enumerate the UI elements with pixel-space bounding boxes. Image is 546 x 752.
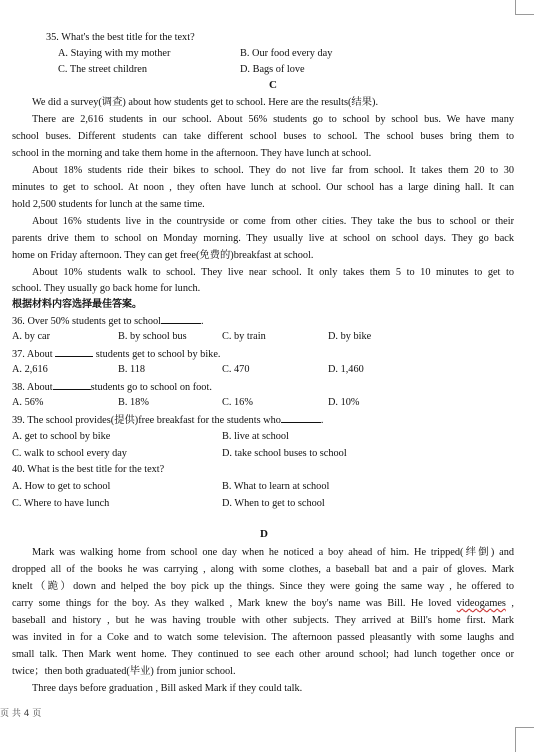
section-d-heading: D: [260, 528, 268, 540]
q37-option-c: C. 470: [222, 364, 250, 375]
q37-stem-end: students get to school by bike.: [95, 349, 221, 360]
passage-d-line-2: dropped all of the books he was carrying , along with some clothes, a baseball bat and a pair of gloves. Mark: [12, 564, 514, 575]
q35-option-d: D. Bags of love: [240, 64, 305, 75]
q39-option-a: A. get to school by bike: [12, 431, 111, 442]
passage-d-line-6: was invited in for a Coke and to watch some television. The afternoon passed pleasantly with some laughs and: [12, 632, 514, 643]
q38-answer-blank[interactable]: [53, 379, 91, 390]
passage-c-p2-line-3: school in the morning and take them home in the afternoon. They have lunch at school.: [12, 148, 372, 159]
q39-option-d: D. take school buses to school: [222, 448, 347, 459]
q37-option-b: B. 118: [118, 364, 146, 375]
q38-stem-end: students go to school on foot.: [90, 382, 212, 393]
passage-d-line-3: knelt（跪）down and helped the boy pick up the things. Since they were going the same way , he offered to: [12, 581, 514, 592]
q37-stem: [12, 346, 220, 363]
passage-c-p3-line-2: minutes to get to school. At noon , they often have lunch at school. Our school has a large dining hall. It can: [12, 182, 514, 193]
q40-option-b: B. What to learn at school: [222, 481, 330, 492]
page-corner-mark-bottom-right: [515, 727, 534, 752]
spellcheck-flagged-word: videogames: [456, 598, 506, 609]
page-corner-mark-top-right: [515, 0, 534, 15]
q40-stem: 40. What is the best title for the text?: [12, 464, 165, 475]
q36-stem-text: 36. Over 50% students get to school: [12, 316, 161, 327]
passage-c-p4-line-1: About 16% students live in the countryside or come from other cities. They take the bus to school or their: [32, 216, 514, 227]
q35-option-b: B. Our food every day: [240, 48, 333, 59]
passage-d-line-8: twice；then both graduated(毕业) from junior school.: [12, 666, 236, 677]
q40-option-c: C. Where to have lunch: [12, 498, 110, 509]
q40-option-d: D. When to get to school: [222, 498, 325, 509]
q37-answer-blank[interactable]: [55, 346, 93, 357]
q39-stem: [12, 412, 323, 429]
passage-c-p5-line-2: school. They usually go back home for lunch.: [12, 283, 201, 294]
passage-c-p3-line-1: About 18% students ride their bikes to school. They do not live far from school. It takes them 20 to 30: [32, 165, 514, 176]
q38-option-c: C. 16%: [222, 397, 253, 408]
q38-option-b: B. 18%: [118, 397, 149, 408]
q38-option-a: A. 56%: [12, 397, 44, 408]
passage-c-p3-line-3: hold 2,500 students for lunch at the same time.: [12, 199, 205, 210]
q37-stem-text: 37. About: [12, 349, 53, 360]
passage-d-line-1: Mark was walking home from school one day when he noticed a boy ahead of him. He tripped(绊倒) and: [32, 547, 514, 558]
q38-stem-text: 38. About: [12, 382, 53, 393]
q39-option-b: B. live at school: [222, 431, 289, 442]
q36-option-a: A. by car: [12, 331, 51, 342]
q35-stem: 35. What's the best title for the text?: [46, 32, 195, 43]
section-c-heading: C: [269, 79, 277, 91]
q36-stem: [12, 313, 204, 330]
q36-stem-end: .: [201, 316, 204, 327]
passage-d-line-5: baseball and history , but he was having trouble with other subjects. They arrived at Bill's home first. Mark: [12, 615, 514, 626]
passage-c-p4-line-3: home on Friday afternoon. They can get free(免费的)breakfast at school.: [12, 250, 314, 261]
q36-option-b: B. by school bus: [118, 331, 187, 342]
q39-stem-text: 39. The school provides(提供)free breakfast for the students who: [12, 415, 281, 426]
page-footer: 页 共 4 页: [0, 709, 42, 719]
q39-answer-blank[interactable]: [281, 412, 321, 423]
passage-c-p2-line-1: There are 2,616 students in our school. About 56% students go to school by school bus. We have many: [32, 114, 514, 125]
q38-option-d: D. 10%: [328, 397, 360, 408]
passage-c-p4-line-2: parents drive them to school on Monday morning. They usually live at school on school days. They go back: [12, 233, 514, 244]
q39-option-c: C. walk to school every day: [12, 448, 127, 459]
q37-option-d: D. 1,460: [328, 364, 364, 375]
passage-d-line-4-text: carry some things for the boy. As they walked , Mark knew the boy's name was Bill. He loved: [12, 598, 457, 609]
passage-c-p5-line-1: About 10% students walk to school. They live near school. It only takes them 5 to 10 minutes to get to: [32, 267, 514, 278]
passage-d-line-4-end: ,: [505, 598, 514, 609]
passage-c-paragraph-1: We did a survey(调查) about how students get to school. Here are the results(结果).: [32, 97, 379, 108]
q38-stem: [12, 379, 212, 396]
passage-d-line-4: [12, 596, 514, 612]
q36-option-c: C. by train: [222, 331, 266, 342]
passage-d-line-7: small talk. Then Mark went home. They continued to see each other around school; had lunch together once or: [12, 649, 514, 660]
q37-option-a: A. 2,616: [12, 364, 48, 375]
passage-d-line-9: Three days before graduation , Bill asked Mark if they could talk.: [32, 683, 303, 694]
q35-option-c: C. The street children: [58, 64, 148, 75]
instruction-text: 根据材料内容选择最佳答案。: [12, 299, 142, 310]
q35-option-a: A. Staying with my mother: [58, 48, 171, 59]
q36-answer-blank[interactable]: [161, 313, 201, 324]
q39-stem-end: .: [320, 415, 324, 426]
q40-option-a: A. How to get to school: [12, 481, 111, 492]
passage-c-p2-line-2: school buses. Different students can take different school buses to school. The school buses bring them to: [12, 131, 514, 142]
q36-option-d: D. by bike: [328, 331, 372, 342]
